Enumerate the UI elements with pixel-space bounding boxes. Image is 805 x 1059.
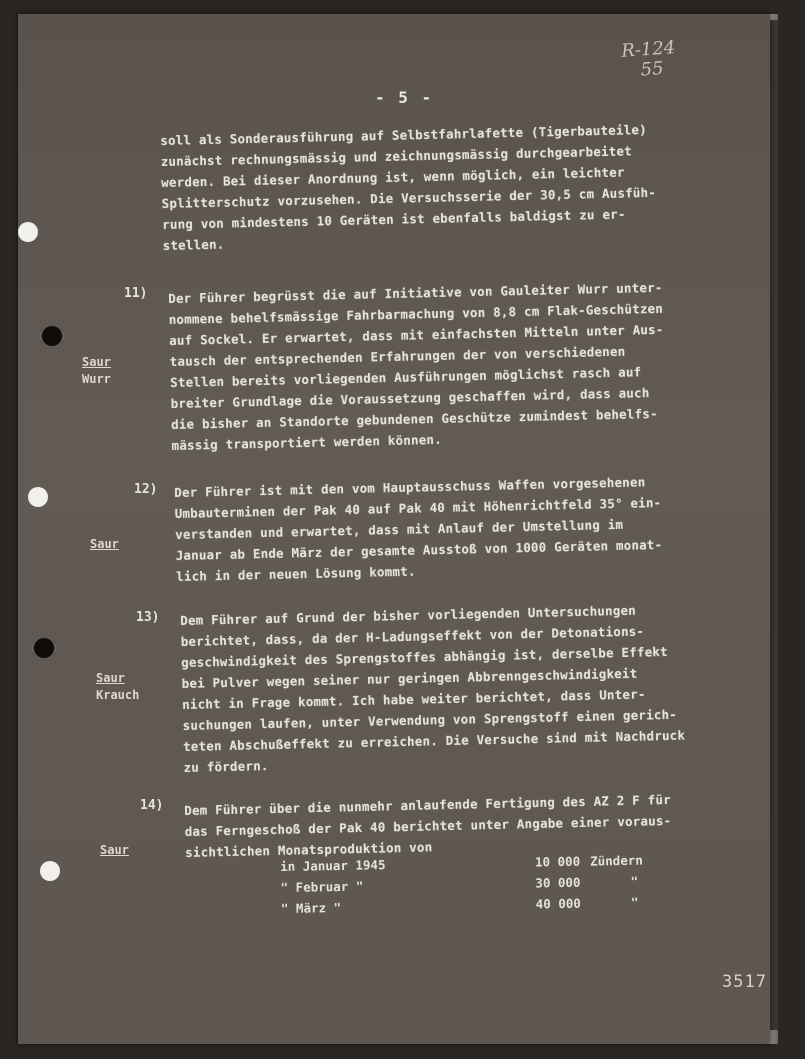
- page-number: - 5 -: [375, 88, 434, 107]
- document-page: [18, 14, 770, 1044]
- text-line: Januar ab Ende März der gesamte Ausstoß von 1000 Geräten monat-: [175, 536, 663, 563]
- text-line: die bisher an Standorte gebundenen Geschütze zumindest behelfs-: [170, 405, 658, 432]
- text-line: werden. Bei dieser Anordnung ist, wenn möglich, ein leichter: [161, 164, 625, 190]
- text-line: berichtet, dass, da der H-Ladungseffekt von der Detonations-: [180, 623, 645, 649]
- annotation-line: 55: [639, 58, 665, 81]
- intro-paragraph: [160, 119, 657, 256]
- text-line: mässig transportiert werden können.: [171, 431, 443, 453]
- production-qty: 30 000: [535, 874, 581, 891]
- text-line: nommene behelfsmässige Fahrbarmachung von 8,8 cm Flak-Geschützen: [168, 300, 664, 327]
- margin-name: Saur: [90, 537, 119, 551]
- page-edge-shadow: [770, 20, 778, 1030]
- binder-hole: [18, 222, 38, 242]
- text-line: das Ferngeschoß der Pak 40 berichtet unter Angabe einer voraus-: [184, 812, 672, 839]
- text-line: teten Abschußeffekt zu erreichen. Die Versuche sind mit Nachdruck: [182, 727, 686, 754]
- production-unit: Zündern: [590, 852, 643, 869]
- production-month: " März ": [280, 899, 342, 916]
- text-line: Umbauterminen der Pak 40 auf Pak 40 mit Höhenrichtfeld 35° ein-: [174, 494, 662, 521]
- item-number: 13): [136, 610, 160, 625]
- margin-note: [96, 670, 139, 704]
- text-line: lich in der neuen Lösung kommt.: [175, 563, 416, 584]
- production-unit: ": [630, 894, 639, 910]
- margin-name: Saur: [96, 671, 125, 685]
- text-line: suchungen laufen, unter Verwendung von Sprengstoff einen gerich-: [182, 706, 678, 733]
- binder-hole: [40, 861, 60, 881]
- production-qty: 10 000: [534, 853, 581, 870]
- item-number: 12): [134, 482, 158, 497]
- margin-note: [100, 842, 129, 859]
- text-line: Der Führer ist mit den vom Hauptausschuss Waffen vorgesehenen: [174, 474, 646, 500]
- production-table: [280, 848, 751, 919]
- production-month: in Januar 1945: [280, 857, 386, 874]
- margin-name: Krauch: [96, 688, 140, 702]
- text-line: Dem Führer auf Grund der bisher vorliegenden Untersuchungen: [180, 602, 637, 628]
- text-line: soll als Sonderausführung auf Selbstfahrlafette (Tigerbauteile): [160, 121, 648, 148]
- text-line: bei Pulver wegen seiner nur geringen Abbrenngeschwindigkeit: [181, 665, 638, 691]
- binder-hole: [28, 487, 48, 507]
- annotation-line: R-124: [620, 37, 676, 62]
- text-line: geschwindigkeit des Sprengstoffes abhängig ist, derselbe Effekt: [181, 643, 668, 670]
- text-line: tausch der entsprechenden Erfahrungen der von verschiedenen: [169, 343, 626, 369]
- text-line: rung von mindestens 10 Geräten ist ebenfalls baldigst zu er-: [161, 206, 626, 232]
- binder-hole: [34, 638, 54, 658]
- production-month: " Februar ": [280, 878, 364, 895]
- text-line: verstanden und erwartet, dass mit Anlauf der Umstellung im: [175, 516, 624, 542]
- binder-hole: [42, 326, 62, 346]
- archive-annotation: [621, 38, 678, 82]
- margin-name: Saur: [82, 355, 111, 369]
- item-13-paragraph: [180, 599, 686, 778]
- item-11-paragraph: [168, 277, 666, 456]
- text-line: zu fördern.: [183, 758, 269, 775]
- margin-name: Saur: [100, 843, 129, 857]
- text-line: sichtlichen Monatsproduktion von: [185, 839, 433, 860]
- item-12-paragraph: [174, 471, 663, 587]
- production-qty: 40 000: [535, 895, 582, 912]
- text-line: stellen.: [162, 236, 225, 253]
- margin-name: Wurr: [82, 372, 111, 386]
- text-line: Splitterschutz vorzusehen. Die Versuchsserie der 30,5 cm Ausfüh-: [161, 184, 657, 211]
- document-stamp-number: 3517: [722, 972, 767, 992]
- production-unit: ": [630, 873, 639, 889]
- text-line: nicht in Frage kommt. Ich habe weiter berichtet, dass Unter-: [181, 686, 646, 712]
- text-line: breiter Grundlage die Voraussetzung geschaffen wird, dass auch: [170, 385, 650, 411]
- margin-note: [90, 536, 119, 553]
- text-line: Dem Führer über die nunmehr anlaufende Fertigung des AZ 2 F für: [184, 791, 672, 818]
- text-line: zunächst rechnungsmässig und zeichnungsmässig durchgearbeitet: [160, 143, 633, 169]
- item-number: 11): [124, 286, 148, 301]
- text-line: auf Sockel. Er erwartet, dass mit einfachsten Mitteln unter Aus-: [169, 321, 664, 348]
- text-line: Stellen bereits vorliegenden Ausführungen möglichst rasch auf: [169, 364, 642, 390]
- text-line: Der Führer begrüsst die auf Initiative von Gauleiter Wurr unter-: [168, 279, 663, 306]
- item-number: 14): [140, 798, 164, 813]
- margin-note: [82, 354, 111, 388]
